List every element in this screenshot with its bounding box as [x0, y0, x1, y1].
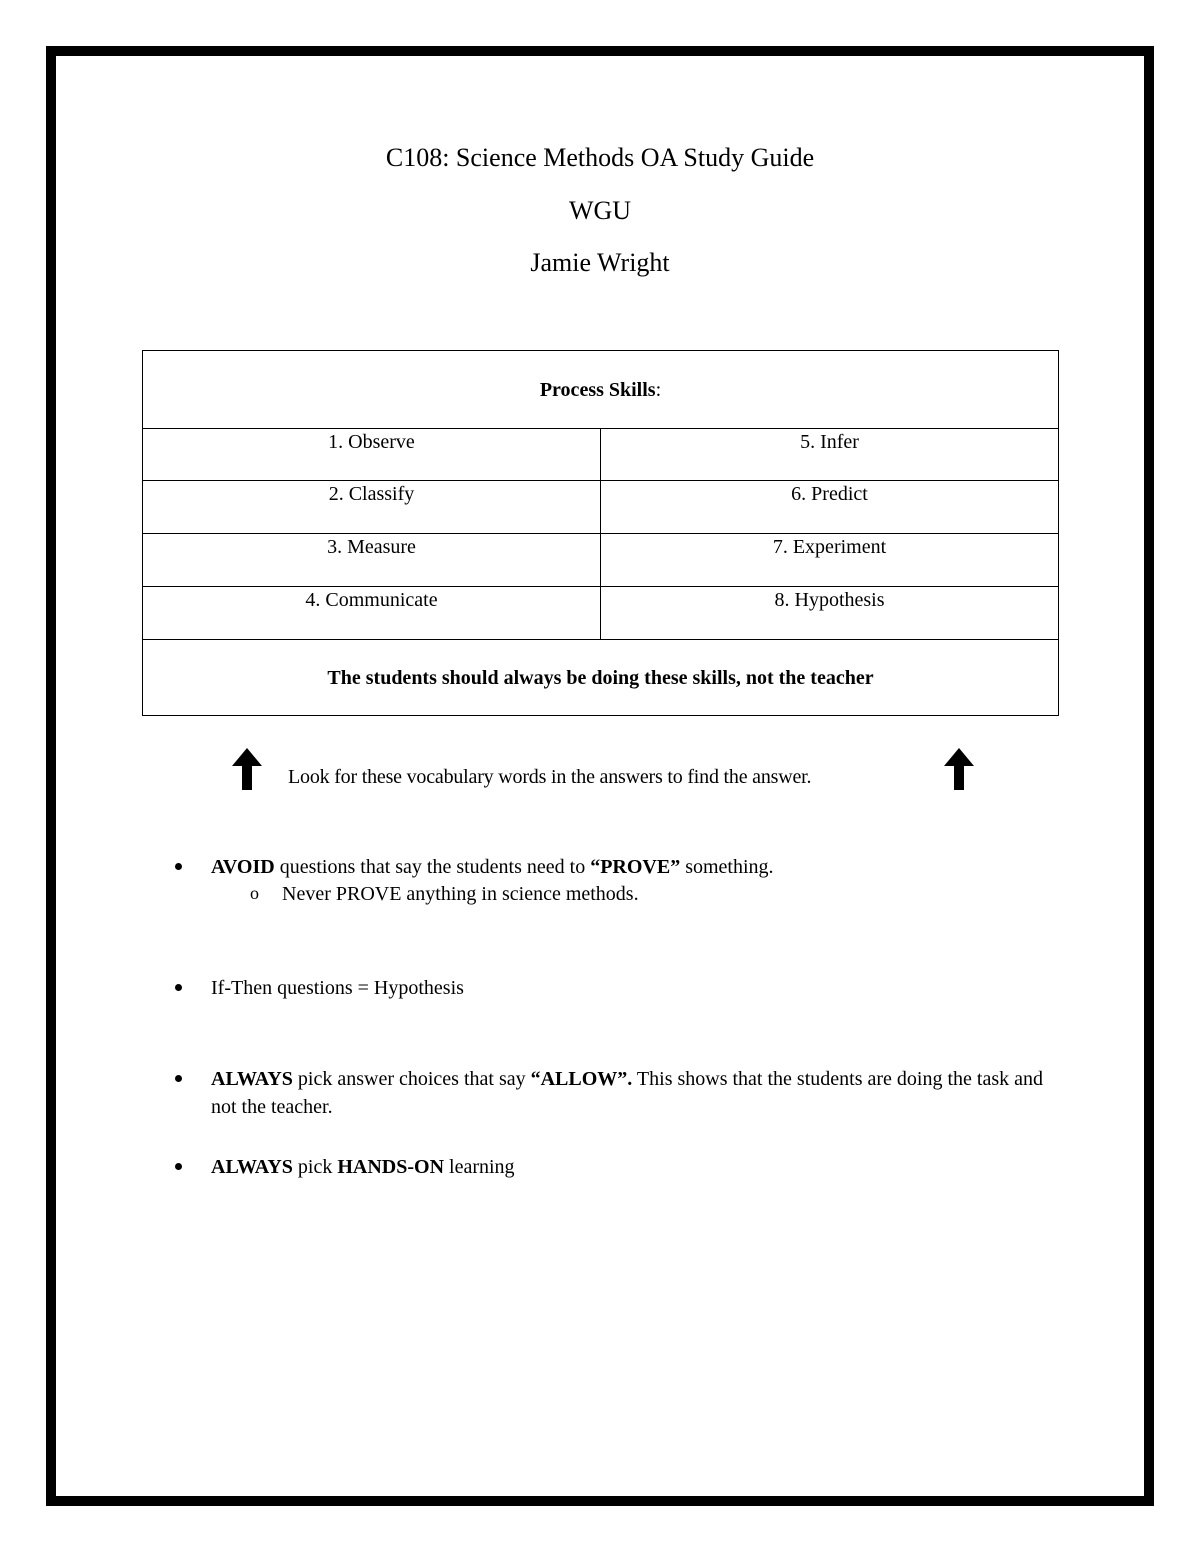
vocabulary-hint: [0, 748, 1200, 792]
bullet-text: If-Then questions = Hypothesis: [211, 977, 464, 999]
table-row: [143, 587, 1058, 640]
table-row: [143, 429, 1058, 481]
bullet-text: ALWAYS pick answer choices that say “ALLOW”. This shows that the students are doing the task and not the teacher.: [211, 1068, 1043, 1118]
process-skills-table: [142, 350, 1059, 716]
bullet-dot: [175, 984, 182, 991]
skill-cell: 5. Infer: [800, 431, 859, 453]
institution: WGU: [568, 196, 632, 225]
up-arrow-icon: [944, 748, 974, 790]
table-footer: The students should always be doing these skills, not the teacher: [327, 667, 874, 689]
sub-bullet-text: Never PROVE anything in science methods.: [282, 883, 639, 905]
document-title: C108: Science Methods OA Study Guide: [385, 143, 815, 172]
skill-cell: 8. Hypothesis: [774, 589, 885, 611]
skill-cell: 4. Communicate: [143, 587, 601, 639]
sub-bullet-marker: o: [250, 883, 259, 903]
up-arrow-icon: [232, 748, 262, 790]
skill-cell: 1. Observe: [143, 429, 601, 480]
skill-cell: 3. Measure: [143, 534, 601, 586]
table-row: [143, 534, 1058, 587]
skill-cell: 6. Predict: [791, 483, 868, 505]
bullet-dot: [175, 1163, 182, 1170]
table-footer-row: [143, 640, 1058, 715]
bullet-text: ALWAYS pick HANDS-ON learning: [211, 1156, 515, 1178]
bullet-dot: [175, 1075, 182, 1082]
bullet-dot: [175, 863, 182, 870]
skill-cell: 7. Experiment: [772, 536, 887, 558]
author: Jamie Wright: [530, 248, 670, 277]
table-row: [143, 481, 1058, 534]
skill-cell: 2. Classify: [143, 481, 601, 533]
hint-text: Look for these vocabulary words in the answers to find the answer.: [288, 766, 812, 788]
bullet-text: AVOID questions that say the students need to “PROVE” something.: [211, 856, 774, 878]
table-heading: Process Skills:: [539, 379, 662, 401]
table-header-row: [143, 351, 1058, 429]
